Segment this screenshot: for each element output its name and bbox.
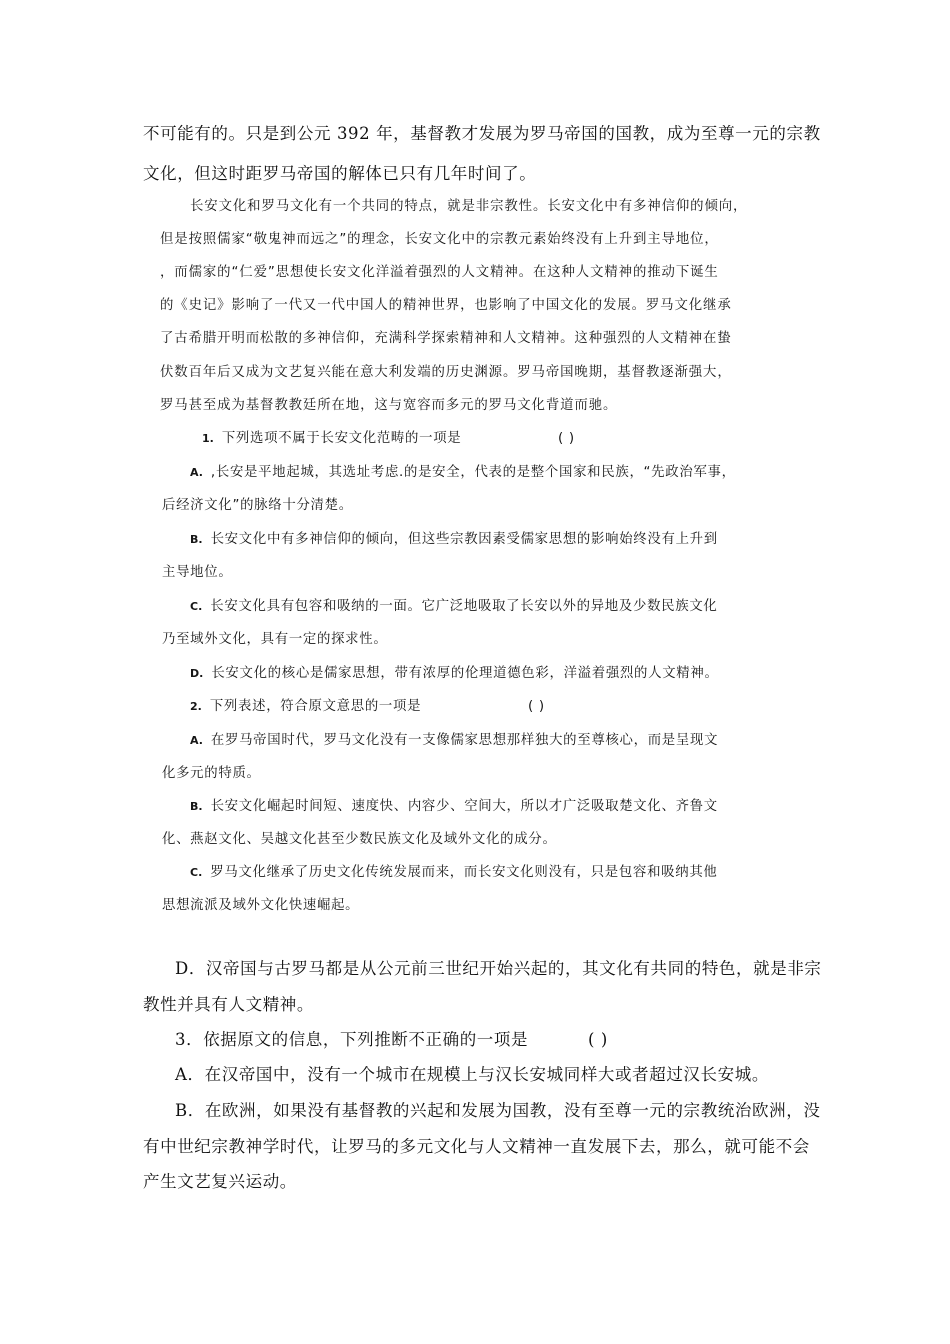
option-d-line-2: 教性并具有人文精神。 bbox=[143, 995, 314, 1014]
option-a-line-1: A．在汉帝国中，没有一个城市在规模上与汉长安城同样大或者超过汉长安城。 bbox=[175, 1065, 769, 1084]
option-b-line-2: 有中世纪宗教神学时代，让罗马的多元文化与人文精神一直发展下去，那么，就可能不会 bbox=[143, 1137, 810, 1156]
question-2-number: 2. bbox=[190, 700, 202, 713]
option-d-line-1 bbox=[190, 667, 719, 680]
quote-line: 长安文化和罗马文化有一个共同的特点，就是非宗教性。长安文化中有多神信仰的倾向， bbox=[190, 199, 748, 214]
quote-line: 了古希腊开明而松散的多神信仰，充满科学探索精神和人文精神。这种强烈的人文精神在蛰 bbox=[160, 331, 732, 346]
option-b-line-1: B．在欧洲，如果没有基督教的兴起和发展为国教，没有至尊一元的宗教统治欧洲，没 bbox=[175, 1101, 821, 1120]
option-c-line-2: 乃至域外文化，具有一定的探求性。 bbox=[162, 632, 388, 647]
question-3-answer-paren: ( ) bbox=[588, 1030, 608, 1049]
option-b-line-1 bbox=[190, 533, 718, 546]
question-2-answer-paren: ( ) bbox=[528, 699, 545, 714]
option-label: A. bbox=[190, 734, 203, 747]
question-1-number: 1. bbox=[202, 432, 214, 445]
option-text: 长安文化中有多神信仰的倾向，但这些宗教因素受儒家思想的影响始终没有上升到 bbox=[210, 532, 718, 547]
quote-line: 但是按照儒家“敬鬼神而远之”的理念，长安文化中的宗教元素始终没有上升到主导地位， bbox=[160, 232, 719, 247]
quote-line: 罗马甚至成为基督教教廷所在地，这与宽容而多元的罗马文化背道而驰。 bbox=[160, 398, 618, 413]
question-1-stem-text: 下列选项不属于长安文化范畴的一项是 bbox=[221, 431, 462, 446]
intro-line-1: 不可能有的。只是到公元 392 年，基督教才发展为罗马帝国的国教，成为至尊一元的宗教 bbox=[143, 124, 821, 143]
quote-line: 的《史记》影响了一代又一代中国人的精神世界，也影响了中国文化的发展。罗马文化继承 bbox=[160, 298, 732, 313]
option-b-line-1 bbox=[190, 800, 718, 813]
question-3-stem: 3．依据原文的信息，下列推断不正确的一项是 bbox=[175, 1030, 529, 1049]
option-label: B. bbox=[190, 800, 203, 813]
option-b-line-3: 产生文艺复兴运动。 bbox=[143, 1172, 297, 1191]
option-text: 长安文化的核心是儒家思想，带有浓厚的伦理道德色彩，洋溢着强烈的人文精神。 bbox=[211, 666, 719, 681]
question-2-stem-text: 下列表述，符合原文意思的一项是 bbox=[209, 699, 422, 714]
question-2-stem bbox=[190, 700, 421, 713]
option-label: D. bbox=[190, 667, 204, 680]
quote-line: ，而儒家的“仁爱”思想使长安文化洋溢着强烈的人文精神。在这种人文精神的推动下诞生 bbox=[160, 265, 719, 280]
question-1-answer-paren: ( ) bbox=[558, 431, 575, 446]
option-c-line-1 bbox=[190, 600, 718, 613]
option-a-line-1 bbox=[190, 734, 718, 747]
option-text: 长安文化具有包容和吸纳的一面。它广泛地吸取了长安以外的异地及少数民族文化 bbox=[210, 599, 718, 614]
option-a-line-2: 后经济文化”的脉络十分清楚。 bbox=[162, 498, 353, 513]
option-a-line-1 bbox=[190, 466, 736, 479]
option-b-line-2: 化、燕赵文化、吴越文化甚至少数民族文化及域外文化的成分。 bbox=[162, 832, 557, 847]
quote-line: 伏数百年后又成为文艺复兴能在意大利发端的历史渊源。罗马帝国晚期，基督教逐渐强大， bbox=[160, 365, 732, 380]
option-c-line-2: 思想流派及域外文化快速崛起。 bbox=[162, 898, 360, 913]
option-b-line-2: 主导地位。 bbox=[162, 565, 233, 580]
option-a-line-2: 化多元的特质。 bbox=[162, 766, 261, 781]
option-label: C. bbox=[190, 866, 203, 879]
question-1-stem bbox=[202, 432, 461, 445]
option-text: 罗马文化继承了历史文化传统发展而来，而长安文化则没有，只是包容和吸纳其他 bbox=[210, 865, 718, 880]
option-label: B. bbox=[190, 533, 203, 546]
option-d-line-1: D．汉帝国与古罗马都是从公元前三世纪开始兴起的，其文化有共同的特色，就是非宗 bbox=[175, 959, 822, 978]
option-text: 在罗马帝国时代，罗马文化没有一支像儒家思想那样独大的至尊核心，而是呈现文 bbox=[210, 733, 719, 748]
option-text: ,长安是平地起城，其选址考虑.的是安全，代表的是整个国家和民族，“先政治军事， bbox=[210, 465, 736, 480]
option-text: 长安文化崛起时间短、速度快、内容少、空间大，所以才广泛吸取楚文化、齐鲁文 bbox=[210, 799, 718, 814]
intro-line-2: 文化，但这时距罗马帝国的解体已只有几年时间了。 bbox=[143, 164, 537, 183]
option-label: C. bbox=[190, 600, 203, 613]
option-c-line-1 bbox=[190, 866, 718, 879]
option-label: A. bbox=[190, 466, 203, 479]
